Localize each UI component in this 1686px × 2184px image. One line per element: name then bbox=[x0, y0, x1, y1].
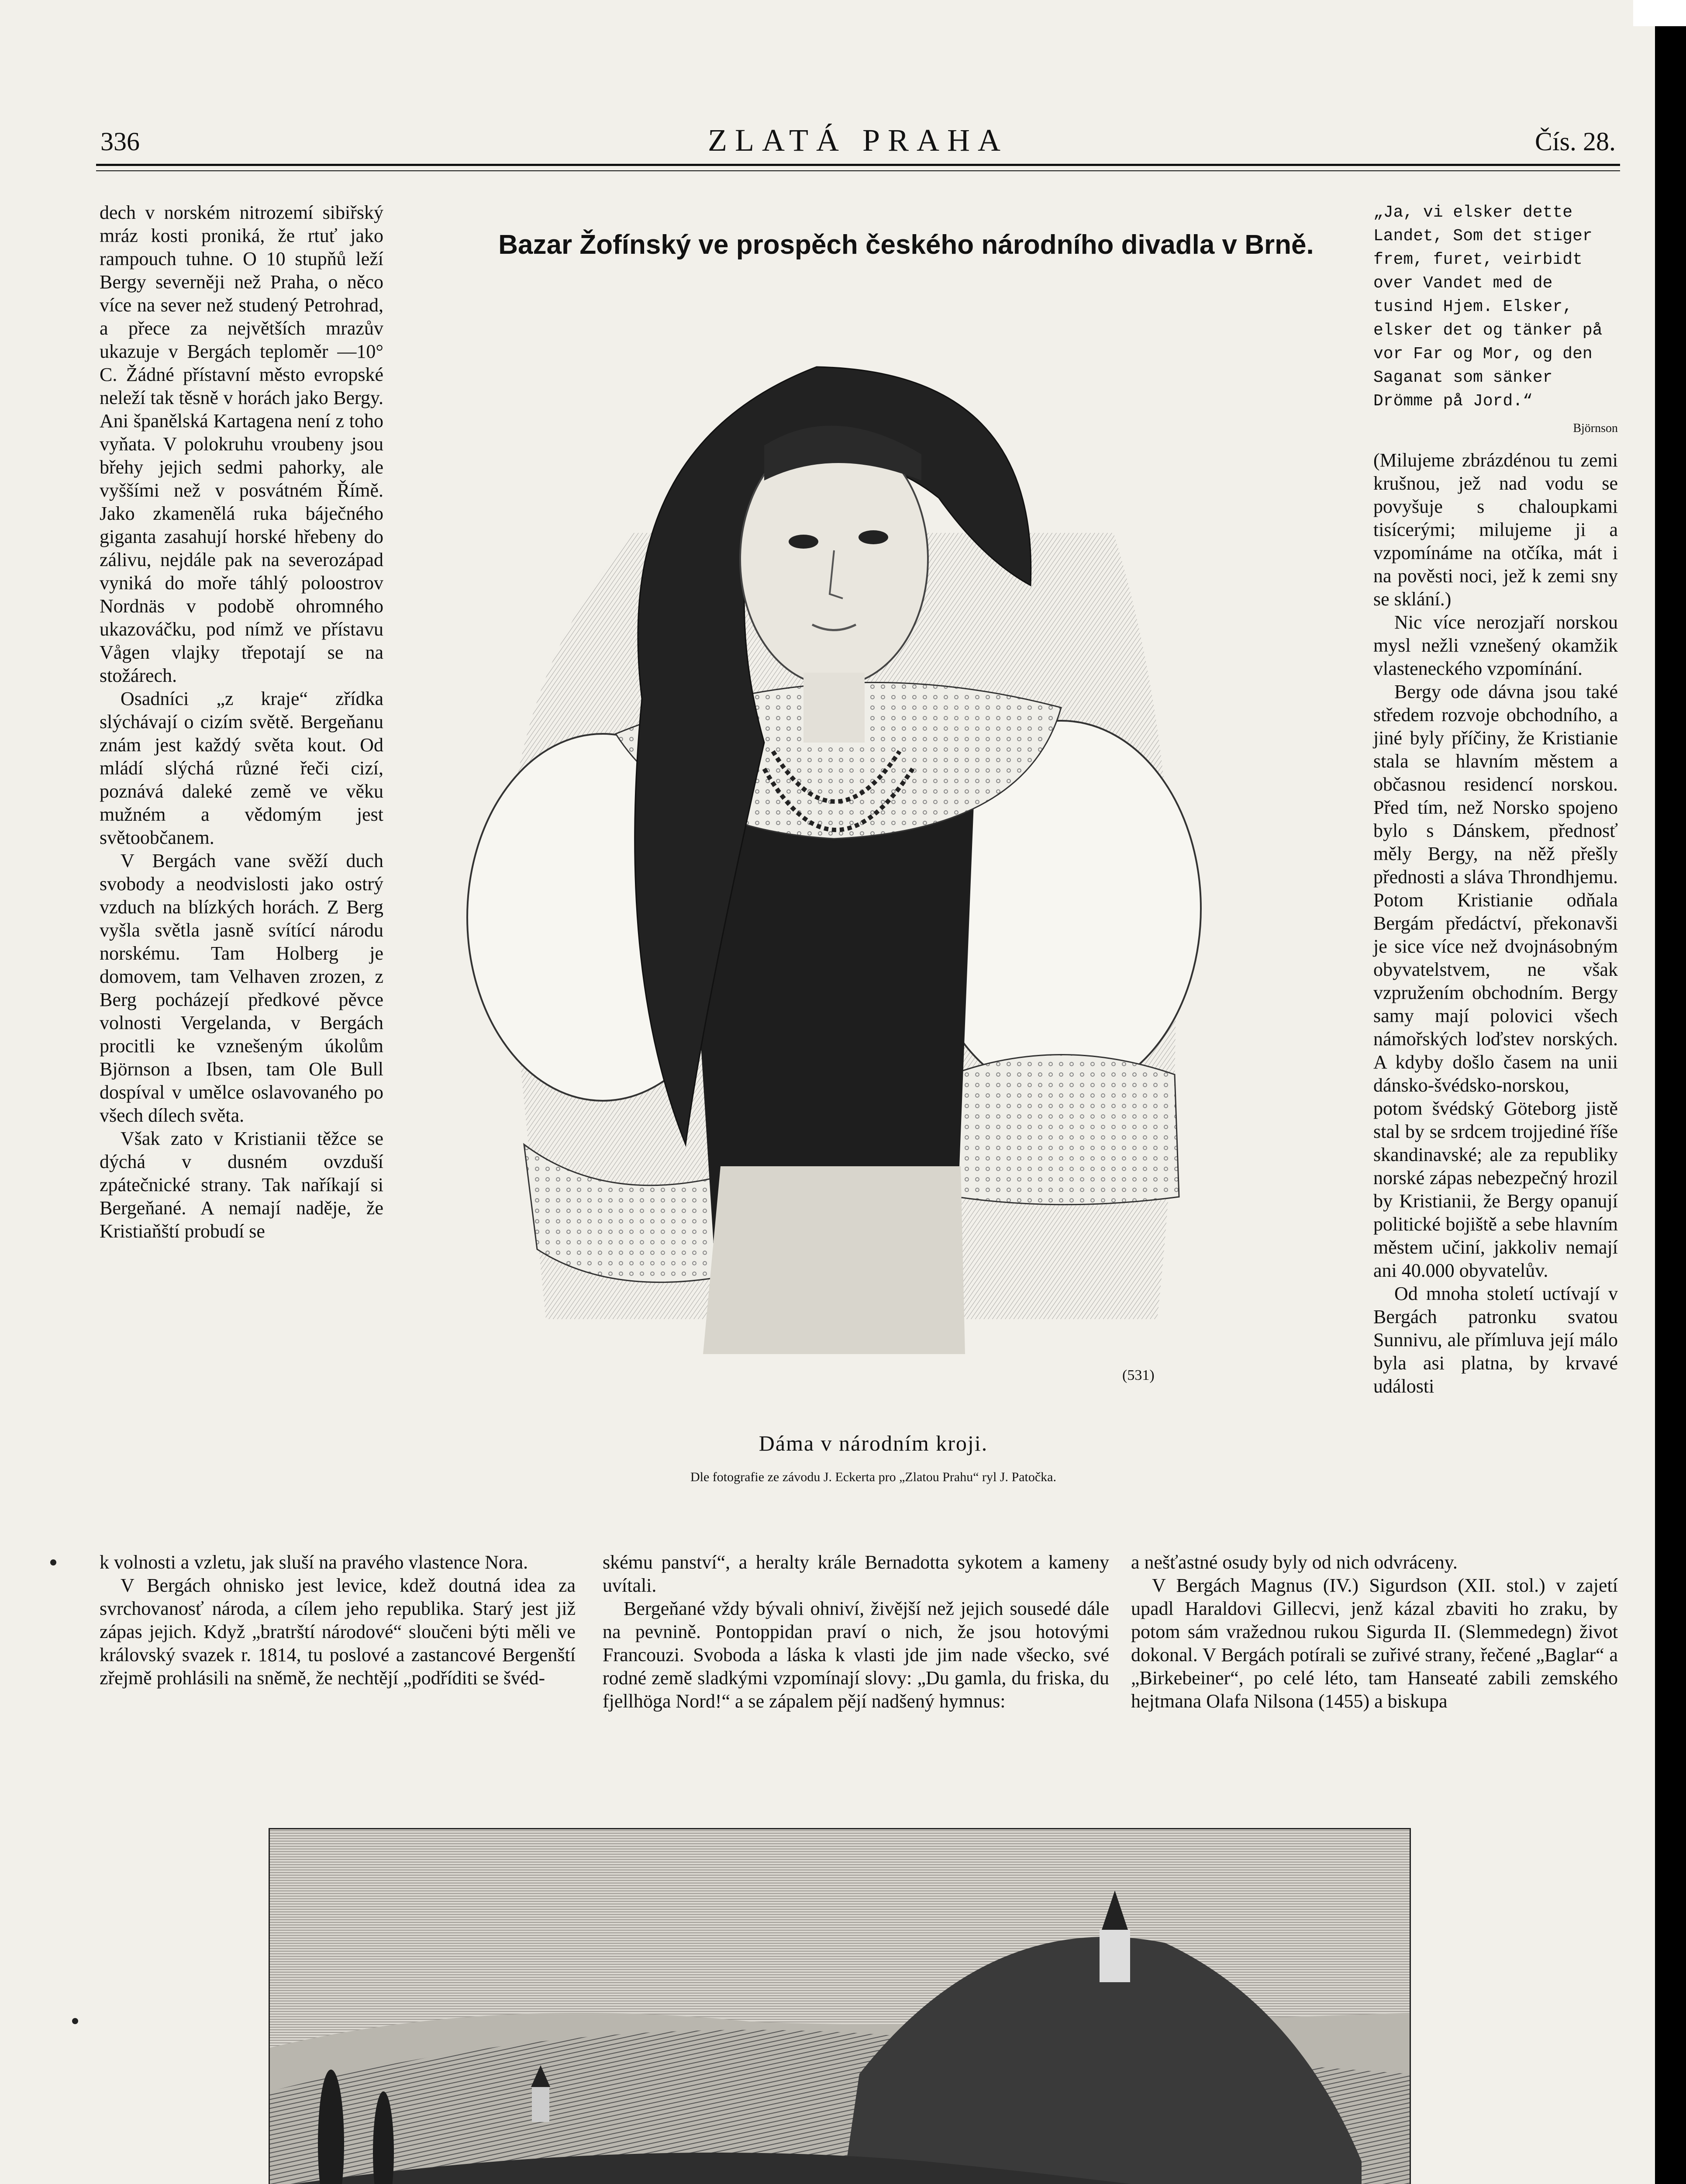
portrait-credit: Dle fotografie ze závodu J. Eckerta pro „Zlatou Prahu“ ryl J. Patočka. bbox=[690, 1470, 1056, 1484]
paragraph: Bergy ode dávna jsou také středem rozvoje obchodního, a jiné byly příčiny, že Kristianie stala se hlavním městem a občasnou residencí norskou. Před tím, než Norsko spojeno bylo s Dánskem, přednosť měly Bergy, na něž přešly přednosti a sláva Throndhjemu. Potom Kristianie odňala Bergám předáctví, překonavši je sice více než dvojnásobným obyvatelstvem, ne však vzpružením obchodním. Bergy samy mají polovici všech námořských loďstev norských. A kdyby došlo časem na unii dánsko-švédsko-norskou, potom švédský Göteborg jistě stal by se srdcem trojjediné říše skandinavské; ale za republiky norské zápas nebezpečný hrozil by Kristianii, že Bergy opanují politické bojiště a sebe hlavním městem učiní, jakkoliv nemají ani 40.000 obyvatelův. bbox=[1373, 681, 1618, 1281]
right-column bbox=[1373, 201, 1618, 1398]
paragraph: Osadníci „z kraje“ zřídka slýchávají o cizím světě. Bergeňanu znám jest každý světa kout. Od mládí slýchá různé řeči cizí, poznává daleké země ve věku mužném a vědomým jest světoobčanem. bbox=[100, 688, 383, 848]
paragraph: (Milujeme zbrázdénou tu zemi krušnou, jež nad vodu se povyšuje s chaloupkami tisícerými; milujeme ji a vzpomínáme na otčíka, mát i na pověsti noci, jež k zemi sny se sklání.) bbox=[1373, 449, 1618, 610]
lower-middle-column bbox=[603, 1551, 1109, 1713]
ink-speck bbox=[72, 2018, 78, 2024]
poem-author: Björnson bbox=[1573, 422, 1618, 435]
figure-number: (531) bbox=[1122, 1367, 1155, 1383]
page-header bbox=[100, 118, 1616, 166]
issue-number: Čís. 28. bbox=[1534, 127, 1616, 156]
header-rule-thin bbox=[96, 170, 1620, 171]
scan-edge-top bbox=[1633, 0, 1686, 26]
paragraph: Však zato v Kristianii těžce se dýchá v dusném ovzduší zpátečnické strany. Tak naříkají si Bergeňané. A nemají naděje, že Kristiaňští probudí se bbox=[100, 1128, 383, 1242]
page-number: 336 bbox=[100, 127, 140, 156]
landscape-engraving bbox=[269, 1828, 1411, 2184]
paragraph: V Bergách vane svěží duch svobody a neodvislosti jako ostrý vzduch na blízkých horách. Z Berg vyšla světla jasně svítící národu norskému. Tam Holberg je domovem, tam Velhaven zrozen, z Berg pocházejí předkové pěvce volnosti Vergelanda, v Bergách procitli ke vznešeným úkolům Björnson a Ibsen, tam Ole Bull dospíval v umělce oslavovaného po všech dílech světa. bbox=[100, 850, 383, 1126]
paragraph: k volnosti a vzletu, jak sluší na pravého vlastence Nora. bbox=[100, 1552, 528, 1573]
header-rule bbox=[96, 164, 1620, 166]
paragraph: Bergeňané vždy bývali ohniví, živější než jejich sousedé dále na pevnině. Pontoppidan praví o nich, že jsou hotovými Francouzi. Svoboda a láska k vlasti jde jim nade všecko, své rodné země sladkými vzpomínají slovy: „Du gamla, du friska, du fjellhöga Nord!“ a se zápalem pějí nadšený hymnus: bbox=[603, 1598, 1109, 1712]
portrait-engraving bbox=[459, 314, 1210, 1363]
paragraph: V Bergách Magnus (IV.) Sigurdson (XII. stol.) v zajetí upadl Haraldovi Gillecvi, jenž kázal zbaviti ho zraku, by potom sám vražednou rukou Sigurda II. (Slemmedegn) život dokonal. V Bergách potírali se zuřivé strany, řečené „Baglar“ a „Birkebeiner“, po celé léto, tam Hanseaté zabili zemského hejtmana Olafa Nilsona (1455) a biskupa bbox=[1131, 1575, 1618, 1712]
paragraph: dech v norském nitrozemí sibiřský mráz kosti proniká, že rtuť jako rampouch tuhne. O 10 stupňů leží Bergy severněji než Praha, o něco více na sever než studený Petrohrad, a přece za největších mrazův ukazuje v Bergách teploměr —10° C. Žádné přístavní město evropské neleží tak těsně v horách jako Bergy. Ani španělská Kartagena není z toho vyňata. V polokruhu vroubeny jsou břehy jejich sedmi pahorky, ale vyššími než v posvátném Římě. Jako zkamenělá ruka báječného giganta zasahují horské hřebeny do zálivu, nejdále pak na severozápad vyniká do moře táhlý poloostrov Nordnäs v podobě ohromného ukazováčku, pod nímž ve přístavu Vågen vlajky třepotají se na stožárech. bbox=[100, 202, 383, 686]
article-title: Bazar Žofínský ve prospěch českého národního divadla v Brně. bbox=[498, 230, 1314, 260]
portrait-caption: Dáma v národním kroji. bbox=[759, 1431, 988, 1455]
paragraph: V Bergách ohnisko jest levice, kdež doutná idea za svrchovanosť národa, a cílem jeho republika. Starý jest již zápas jejich. Když „bratrští národové“ sloučeni býti měli ve královský svazek r. 1814, tu poslové a zastancové Bergenští zřejmě prohlásili na sněmě, že nechtějí „podříditi se švéd- bbox=[100, 1575, 576, 1689]
left-column bbox=[100, 201, 383, 1243]
poem: „Ja, vi elsker dette Landet, Som det stiger frem, furet, veirbidt over Vandet med de tusind Hjem. Elsker, elsker det og tänker på vor Far og Mor, og den Saganat som sänker Drömme på Jord.“ bbox=[1373, 203, 1603, 411]
paragraph: Nic více nerozjaří norskou mysl nežli vznešený okamžik vlasteneckého vzpomínání. bbox=[1373, 612, 1618, 679]
paragraph: skému panství“, a heralty krále Bernadotta sykotem a kameny uvítali. bbox=[603, 1552, 1109, 1596]
paragraph: a nešťastné osudy byly od nich odvráceny. bbox=[1131, 1552, 1458, 1573]
lower-right-column bbox=[1131, 1551, 1618, 1713]
scan-edge bbox=[1655, 0, 1686, 2184]
ink-speck bbox=[50, 1559, 56, 1565]
magazine-title: ZLATÁ PRAHA bbox=[707, 123, 1008, 158]
paragraph: Od mnoha století uctívají v Bergách patronku svatou Sunnivu, ale přímluva její málo byla asi platna, by krvavé události bbox=[1373, 1283, 1618, 1397]
lower-left-column bbox=[100, 1551, 576, 1690]
